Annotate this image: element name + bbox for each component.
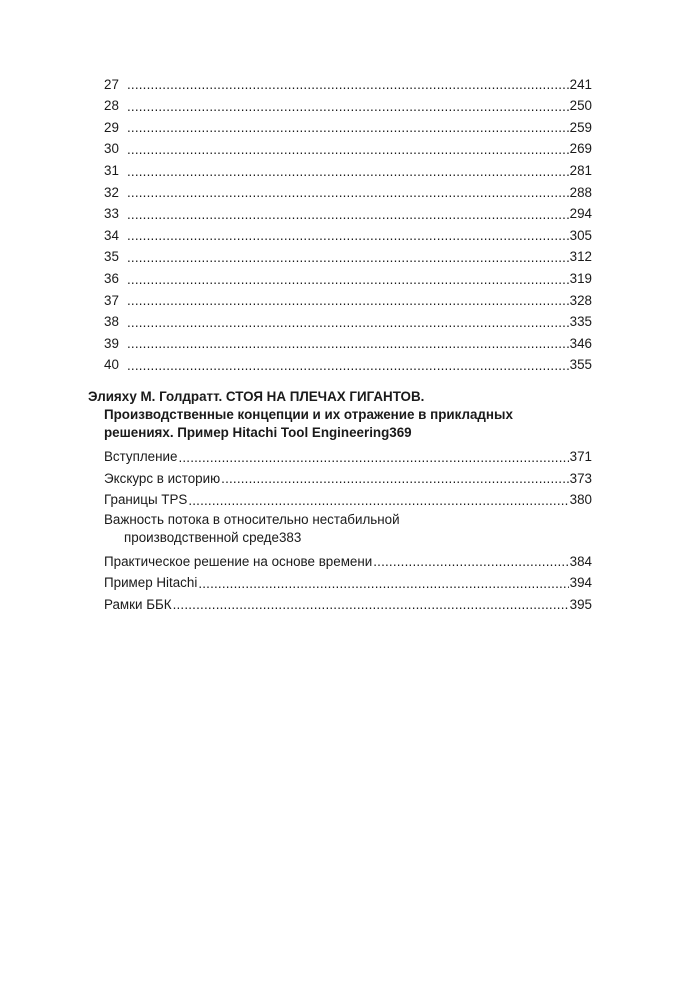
dot-leader [127, 78, 569, 91]
section-title: Пример Hitachi [104, 575, 198, 591]
toc-section-row [104, 569, 592, 591]
dot-leader [373, 555, 568, 568]
dot-leader [127, 294, 569, 307]
page-number: 371 [569, 448, 592, 464]
dot-leader [127, 186, 569, 199]
toc-chapter-row [104, 264, 592, 286]
chapter-number: 32 [104, 184, 119, 200]
dot-leader [198, 577, 568, 590]
table-of-contents [0, 70, 699, 612]
book-title-line: Элияху М. Голдратт. СТОЯ НА ПЛЕЧАХ ГИГАНТОВ. [88, 389, 425, 405]
section-title: Экскурс в историю [104, 470, 221, 486]
toc-section-row [104, 486, 592, 508]
toc-chapter-row [104, 156, 592, 178]
dot-leader [127, 337, 569, 350]
page-number: 369 [389, 425, 412, 441]
toc-chapter-row [104, 329, 592, 351]
section-title-continuation [104, 529, 592, 547]
dot-leader [127, 359, 569, 372]
toc-chapter-row [104, 221, 592, 243]
section-title: Границы TPS [104, 492, 188, 508]
dot-leader [127, 251, 569, 264]
section-title-line: производственной среде [124, 530, 279, 546]
toc-chapter-row [104, 200, 592, 222]
dot-leader [188, 494, 568, 507]
page-number: 294 [569, 206, 592, 222]
section-title: Рамки ББК [104, 596, 172, 612]
dot-leader [127, 273, 569, 286]
toc-chapter-row [104, 243, 592, 265]
page-number: 281 [569, 162, 592, 178]
toc-chapter-row [104, 92, 592, 114]
book-subtitle-line: Производственные концепции и их отражение в прикладных [104, 407, 513, 423]
toc-chapter-row [104, 308, 592, 330]
page-number: 346 [569, 335, 592, 351]
dot-leader [127, 208, 569, 221]
dot-leader [127, 316, 569, 329]
chapter-number: 30 [104, 141, 119, 157]
toc-section-row [104, 442, 592, 464]
chapter-number: 27 [104, 76, 119, 92]
page-number: 319 [569, 270, 592, 286]
toc-section-multiline [104, 511, 592, 547]
page-number: 395 [569, 596, 592, 612]
toc-chapter-row [104, 351, 592, 373]
dot-leader [173, 598, 569, 611]
chapter-number: 38 [104, 314, 119, 330]
chapter-number: 33 [104, 206, 119, 222]
chapter-number: 36 [104, 270, 119, 286]
chapter-number: 37 [104, 292, 119, 308]
page-number: 394 [569, 575, 592, 591]
toc-chapter-row [104, 286, 592, 308]
page-number: 383 [278, 530, 302, 546]
chapter-number: 28 [104, 98, 119, 114]
dot-leader [127, 229, 569, 242]
page-number: 380 [569, 492, 592, 508]
toc-chapter-row [104, 135, 592, 157]
toc-section-row [104, 590, 592, 612]
dot-leader [127, 100, 569, 113]
book-subtitle-last-line [88, 424, 592, 442]
chapter-number: 40 [104, 357, 119, 373]
page-number: 288 [569, 184, 592, 200]
chapter-number: 31 [104, 162, 119, 178]
page-number: 312 [569, 249, 592, 265]
toc-chapter-row [104, 113, 592, 135]
chapter-number: 29 [104, 119, 119, 135]
page-number: 250 [569, 98, 592, 114]
toc-chapter-row [104, 178, 592, 200]
section-title-line: Важность потока в относительно нестабильной [104, 512, 400, 528]
toc-section-row [104, 464, 592, 486]
dot-leader [127, 143, 569, 156]
book-title-entry [88, 388, 592, 442]
page-number: 259 [569, 119, 592, 135]
dot-leader [221, 472, 569, 485]
dot-leader [178, 451, 568, 464]
page-number: 328 [569, 292, 592, 308]
toc-section-row [104, 547, 592, 569]
page-number: 335 [569, 314, 592, 330]
dot-leader [127, 165, 569, 178]
page-number: 384 [569, 553, 592, 569]
section-title: Вступление [104, 448, 178, 464]
chapter-number: 34 [104, 227, 119, 243]
page-number: 269 [569, 141, 592, 157]
toc-chapter-row [104, 70, 592, 92]
chapter-number: 35 [104, 249, 119, 265]
dot-leader [127, 121, 569, 134]
page-number: 305 [569, 227, 592, 243]
chapter-number: 39 [104, 335, 119, 351]
book-subtitle-text: решениях. Пример Hitachi Tool Engineering [104, 425, 390, 441]
page-number: 373 [569, 470, 592, 486]
page-number: 355 [569, 357, 592, 373]
section-title: Практическое решение на основе времени [104, 553, 373, 569]
page-number: 241 [569, 76, 592, 92]
